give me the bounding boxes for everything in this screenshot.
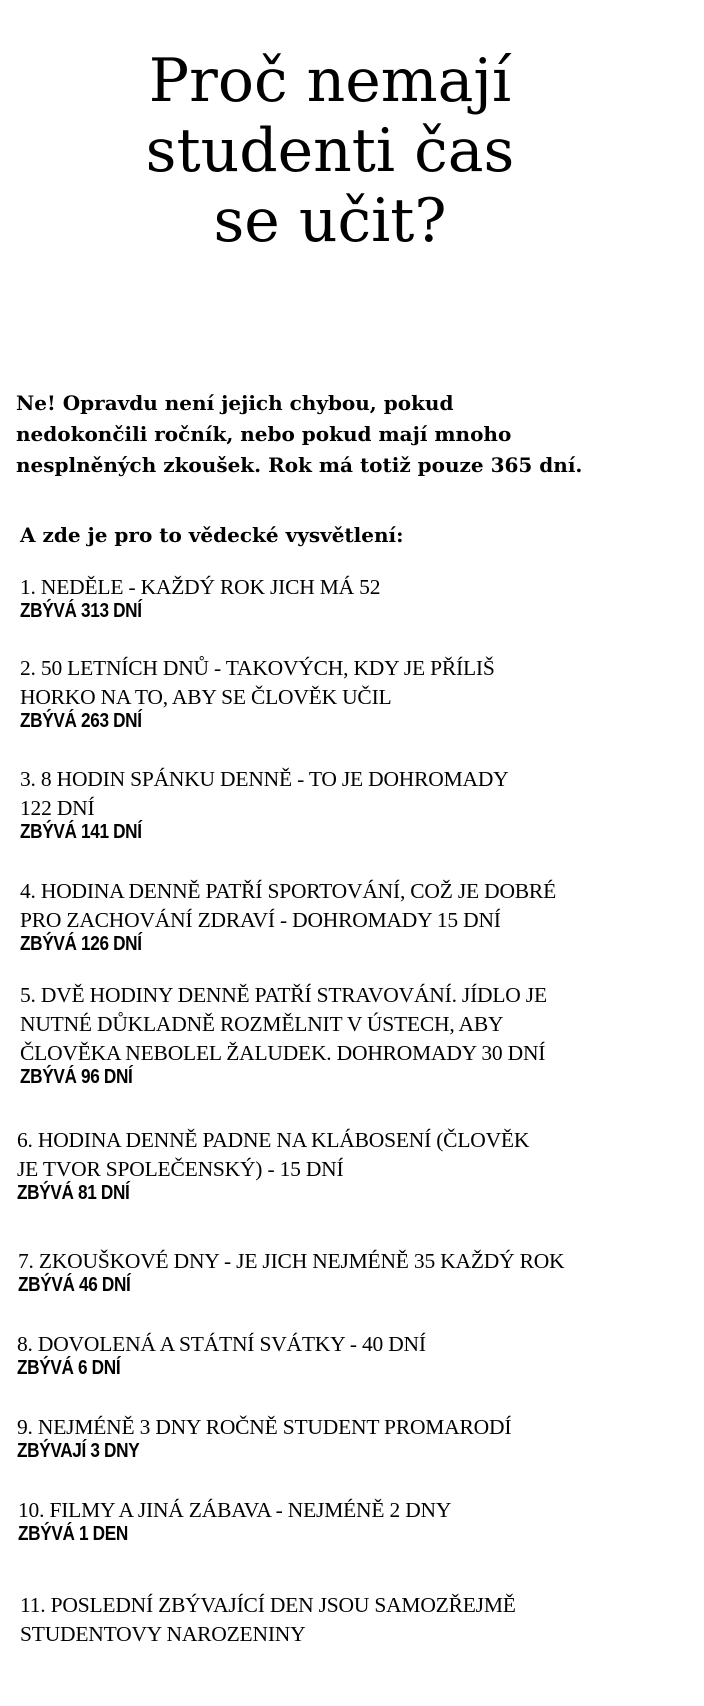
item-line: 11. POSLEDNÍ ZBÝVAJÍCÍ DEN JSOU SAMOZŘEJMĚ (20, 1593, 516, 1617)
item-result: ZBÝVÁ 1 DEN (18, 1523, 128, 1545)
item-text (20, 654, 690, 712)
item-line: 1. NEDĚLE - KAŽDÝ ROK JICH MÁ 52 (20, 575, 381, 599)
item-result: ZBÝVÁ 81 DNÍ (17, 1182, 130, 1204)
item-line: HORKO NA TO, ABY SE ČLOVĚK UČIL (20, 685, 392, 709)
item-result: ZBÝVÁ 6 DNÍ (17, 1357, 121, 1379)
item-result: ZBÝVÁ 263 DNÍ (20, 710, 142, 732)
item-result: ZBÝVÁ 313 DNÍ (20, 600, 142, 622)
item-result: ZBÝVÁ 141 DNÍ (20, 821, 142, 843)
title-line: se učit? (213, 186, 447, 256)
item-line: JE TVOR SPOLEČENSKÝ) - 15 DNÍ (17, 1157, 344, 1181)
list-item-7 (18, 1247, 688, 1298)
item-line: PRO ZACHOVÁNÍ ZDRAVÍ - DOHROMADY 15 DNÍ (20, 908, 501, 932)
list-item-6 (17, 1126, 687, 1206)
item-line: 2. 50 LETNÍCH DNŮ - TAKOVÝCH, KDY JE PŘÍLIŠ (20, 656, 495, 680)
list-item-4 (20, 877, 690, 957)
list-item-1 (20, 573, 690, 624)
list-item-11 (20, 1591, 690, 1649)
subheading: A zde je pro to vědecké vysvětlení: (20, 523, 404, 547)
item-text (20, 877, 690, 935)
item-text (20, 1591, 690, 1649)
item-line: 8. DOVOLENÁ A STÁTNÍ SVÁTKY - 40 DNÍ (17, 1332, 426, 1356)
item-result: ZBÝVÁ 96 DNÍ (20, 1066, 133, 1088)
item-result: ZBÝVÁ 126 DNÍ (20, 933, 142, 955)
title-line: Proč nemají (148, 46, 512, 116)
item-line: 5. DVĚ HODINY DENNĚ PATŘÍ STRAVOVÁNÍ. JÍDLO JE (20, 983, 547, 1007)
item-text (20, 981, 690, 1068)
item-result: ZBÝVAJÍ 3 DNY (17, 1440, 140, 1462)
title-line: studenti čas (145, 116, 515, 186)
list-item-8 (17, 1330, 687, 1381)
intro-line: nesplněných zkoušek. Rok má totiž pouze 365 dní. (16, 453, 583, 477)
item-result: ZBÝVÁ 46 DNÍ (18, 1274, 131, 1296)
page-title (60, 46, 600, 256)
list-item-9 (17, 1413, 687, 1464)
item-line: STUDENTOVY NAROZENINY (20, 1622, 306, 1646)
item-line: 9. NEJMÉNĚ 3 DNY ROČNĚ STUDENT PROMARODÍ (17, 1415, 512, 1439)
item-line: 4. HODINA DENNĚ PATŘÍ SPORTOVÁNÍ, COŽ JE DOBRÉ (20, 879, 557, 903)
intro-paragraph (16, 388, 686, 481)
item-line: 3. 8 HODIN SPÁNKU DENNĚ - TO JE DOHROMADY (20, 767, 509, 791)
list-item-3 (20, 765, 690, 845)
item-line: 10. FILMY A JINÁ ZÁBAVA - NEJMÉNĚ 2 DNY (18, 1498, 452, 1522)
item-text (17, 1126, 687, 1184)
list-item-10 (18, 1496, 688, 1547)
list-item-5 (20, 981, 690, 1090)
item-line: ČLOVĚKA NEBOLEL ŽALUDEK. DOHROMADY 30 DNÍ (20, 1041, 546, 1065)
item-text (20, 765, 690, 823)
item-line: 122 DNÍ (20, 796, 95, 820)
item-line: 7. ZKOUŠKOVÉ DNY - JE JICH NEJMÉNĚ 35 KAŽDÝ ROK (18, 1249, 565, 1273)
intro-line: Ne! Opravdu není jejich chybou, pokud (16, 391, 454, 415)
list-item-2 (20, 654, 690, 734)
intro-line: nedokončili ročník, nebo pokud mají mnoho (16, 422, 512, 446)
item-line: 6. HODINA DENNĚ PADNE NA KLÁBOSENÍ (ČLOVĚK (17, 1128, 530, 1152)
item-line: NUTNÉ DŮKLADNĚ ROZMĚLNIT V ÚSTECH, ABY (20, 1012, 504, 1036)
